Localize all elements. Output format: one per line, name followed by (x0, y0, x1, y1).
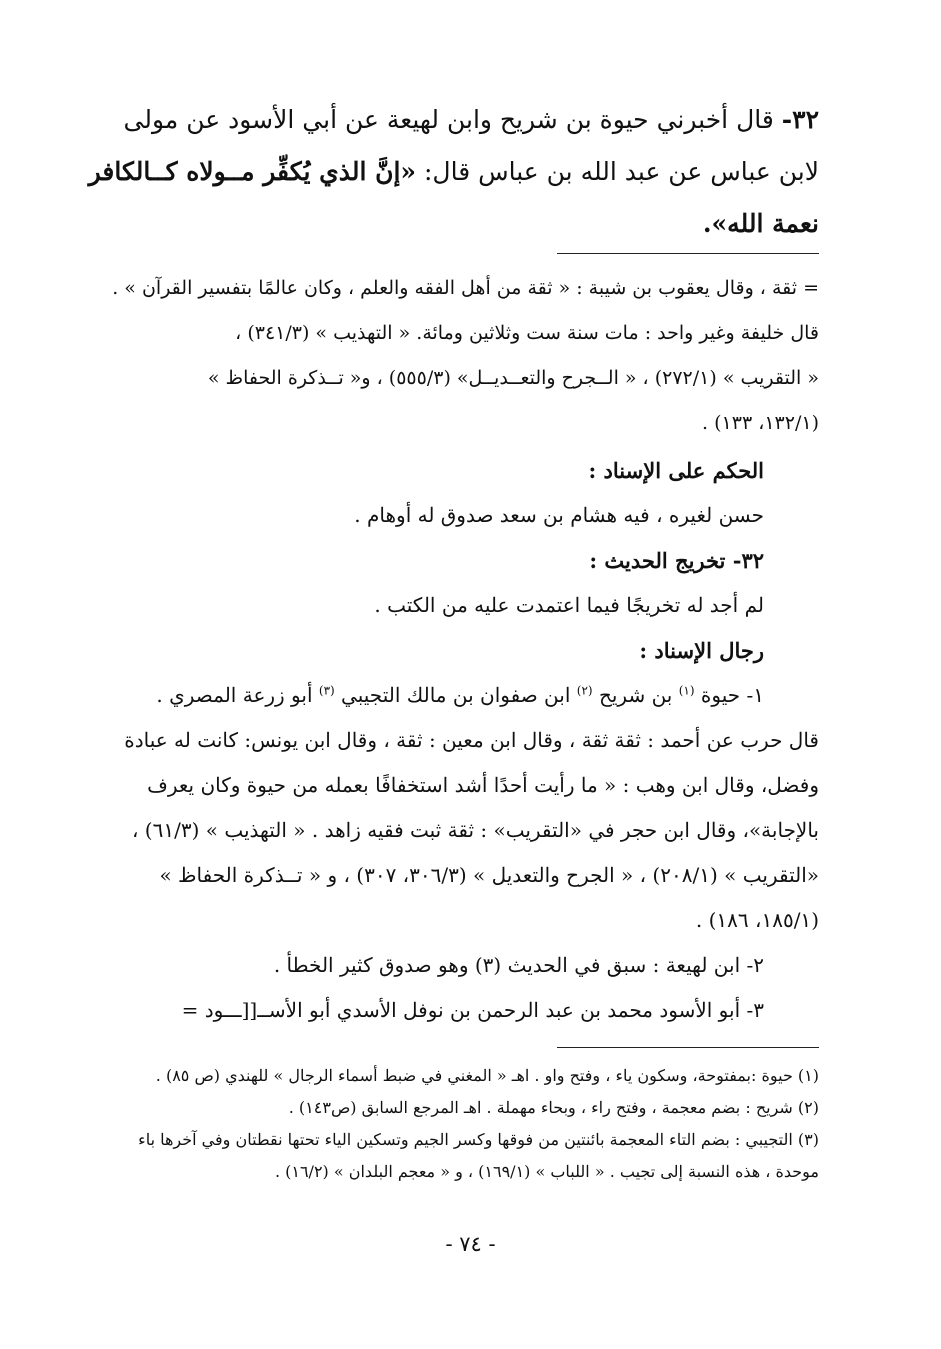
hadith-line-text: لابن عباس عن عبد الله بن عباس قال: (416, 157, 819, 186)
narrator-1 (119, 673, 819, 718)
section-heading-narrators: رجال الإسناد : (639, 638, 764, 663)
section-heading-takhrij: ٣٢- تخريج الحديث : (589, 548, 764, 573)
footnote-line: قال خليفة وغير واحد : مات سنة ست وثلاثين ومائة. « التهذيب » (٣٤١/٣) ، (235, 322, 819, 344)
paragraph: حسن لغيره ، فيه هشام بن سعد صدوق له أوهام . (354, 503, 764, 527)
paragraph: وفضل، وقال ابن وهب : « ما رأيت أحدًا أشد استخفافًا بعمله من حيوة وكان يعرف (147, 773, 819, 797)
hadith-line (119, 198, 819, 250)
footnote-divider (557, 253, 819, 254)
section-heading-ruling: الحكم على الإسناد : (588, 458, 764, 483)
footnote-line: (٢) شريح : بضم معجمة ، وفتح راء ، وبحاء مهملة . اهـ المرجع السابق (ص١٤٣) . (288, 1098, 819, 1117)
footnote-line: (٣) التجيبي : بضم التاء المعجمة بائنتين من فوقها وكسر الجيم وتسكين الياء تحتها نقطتان وفي آخرها باء (138, 1130, 819, 1149)
hadith-line-text: قال أخبرني حيوة بن شريح وابن لهيعة عن أبي الأسود عن مولى (123, 105, 782, 134)
footnote-ref[interactable]: (١) (678, 683, 695, 698)
hadith-matn: نعمة الله». (702, 209, 819, 238)
main-body (119, 448, 819, 1033)
footnote-divider (557, 1047, 819, 1048)
paragraph: قال حرب عن أحمد : ثقة ثقة ، وقال ابن معين : ثقة ، وقال ابن يونس: كانت له عبادة (124, 728, 819, 752)
text: بن شريح (592, 683, 679, 707)
hadith-line (88, 146, 819, 198)
narrator-3: ٣- أبو الأسود محمد بن عبد الرحمن بن نوفل الأسدي أبو الأســ[[ـــود = (181, 998, 764, 1022)
paragraph: (١٨٥/١، ١٨٦) . (695, 908, 819, 932)
paragraph: لم أجد له تخريجًا فيما اعتمدت عليه من الكتب . (374, 593, 764, 617)
continued-footnote (112, 266, 819, 446)
text: ١- حيوة (694, 683, 764, 707)
footnotes (119, 1060, 819, 1188)
footnote-line: = ثقة ، وقال يعقوب بن شيبة : « ثقة من أهل الفقه والعلم ، وكان عالمًا بتفسير القرآن » . (112, 277, 819, 299)
hadith-number: ٣٢- (781, 105, 819, 134)
text: أبو زرعة المصري . (156, 683, 319, 707)
hadith-text (88, 94, 819, 250)
footnote-ref[interactable]: (٢) (576, 683, 593, 698)
text: ابن صفوان بن مالك التجيبي (334, 683, 577, 707)
footnote-line: « التقريب » (٢٧٢/١) ، « الــجرح والتعــديــل» (٥٥٥/٣) ، و« تــذكرة الحفاظ » (207, 367, 819, 389)
footnote-ref[interactable]: (٣) (318, 683, 335, 698)
hadith-line (119, 94, 819, 146)
footnote-line: (١٣٢/١، ١٣٣) . (702, 412, 819, 434)
page-number: - ٧٤ - (445, 1232, 496, 1256)
hadith-matn: «إنَّ الذي يُكفِّر مــولاه كــالكافر (88, 157, 417, 186)
paragraph: «التقريب » (٢٠٨/١) ، « الجرح والتعديل » (٣٠٦/٣، ٣٠٧) ، و « تــذكرة الحفاظ » (159, 863, 819, 887)
narrator-2: ٢- ابن لهيعة : سبق في الحديث (٣) وهو صدوق كثير الخطأ . (273, 953, 764, 977)
footnote-line: (١) حيوة :بمفتوحة، وسكون ياء ، وفتح واو . اهـ « المغني في ضبط أسماء الرجال » للهندي (ص ٨٥) . (155, 1066, 819, 1085)
paragraph: بالإجابة»، وقال ابن حجر في «التقريب» : ثقة ثبت فقيه زاهد . « التهذيب » (٦١/٣) ، (131, 818, 819, 842)
footnote-line: موحدة ، هذه النسبة إلى تجيب . « اللباب » (١٦٩/١) ، و « معجم البلدان » (١٦/٢) . (274, 1162, 819, 1181)
